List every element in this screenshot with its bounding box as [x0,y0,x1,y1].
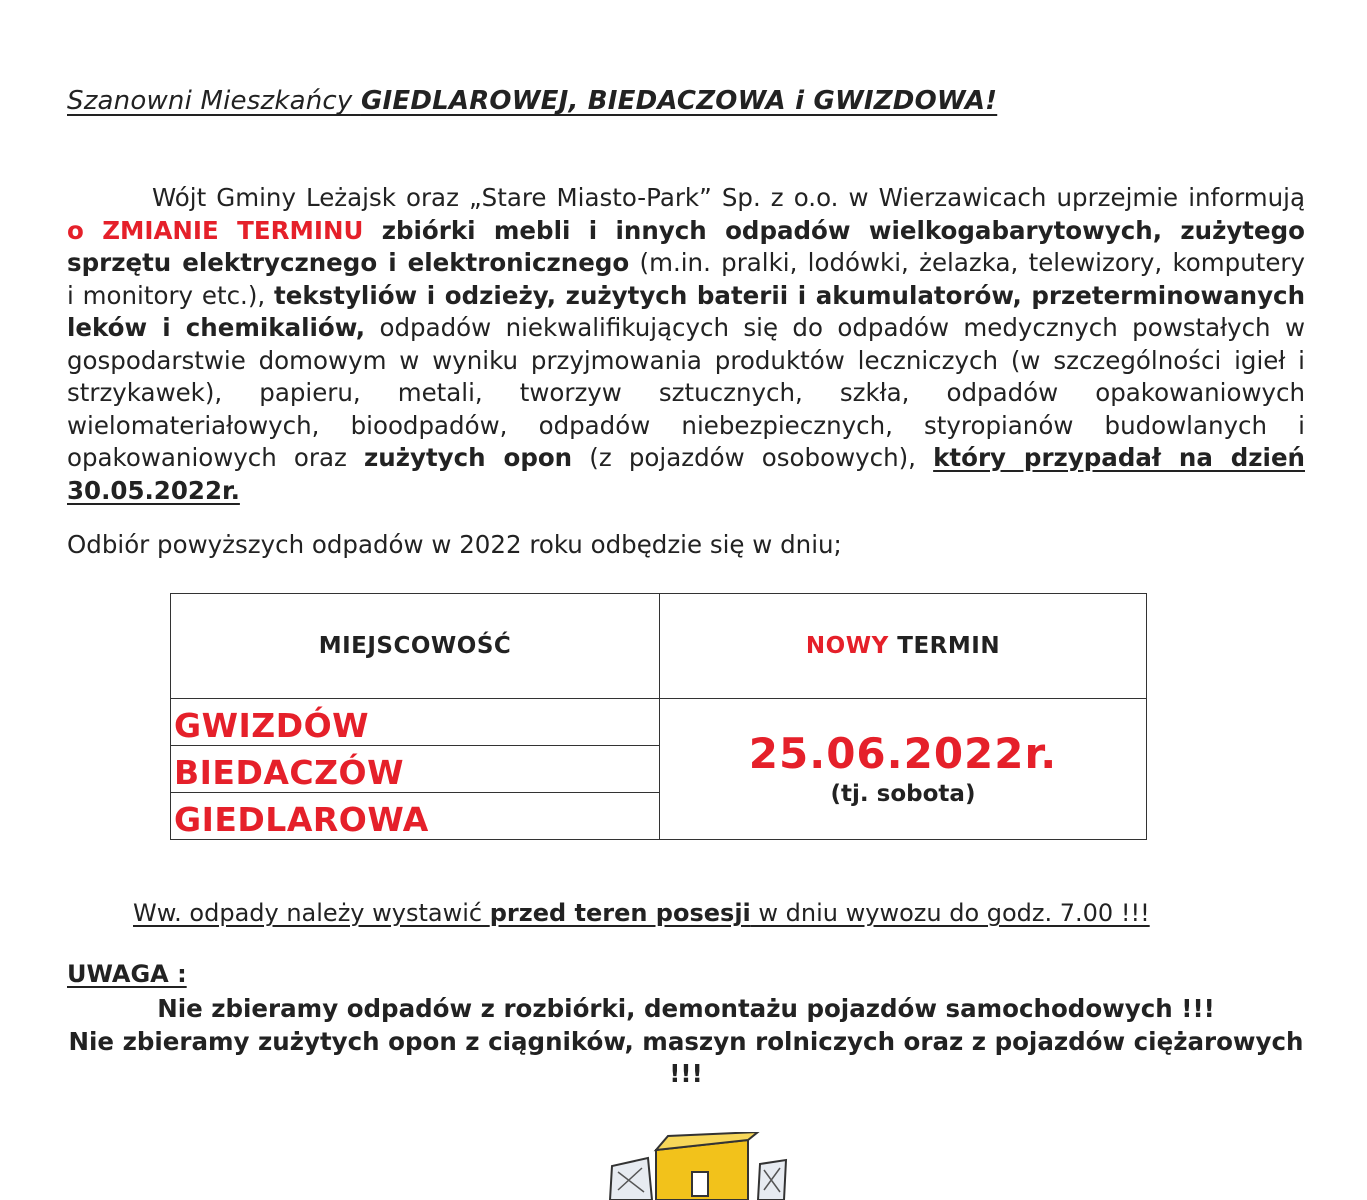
waste-illustration [608,1132,788,1200]
notice-t8: (z pojazdów osobowych), [572,443,934,472]
schedule-table [170,593,1147,840]
warning-title: UWAGA : [67,960,187,988]
greeting-prefix: Szanowni Mieszkańcy [67,86,361,116]
place-giedlarowa: GIEDLAROWA [171,793,660,840]
notice-t6: odpadów niekwalifikujących się do odpadów medycznych powstałych w gospodarstwie domowym w wyniku przyjmowania produktów leczniczych (w szczególności igieł i strzykawek), papieru, metali, tworzyw sztucznych, szkła, odpadów opakowaniowych wielomateriałowych, bioodpadów, odpadów niebezpiecznych, styropianów budowlanych i opakowaniowych oraz [67,313,1305,472]
warning-line-2: Nie zbieramy zużytych opon z ciągników, maszyn rolniczych oraz z pojazdów ciężarowych !!! [68,1026,1304,1088]
schedule-intro: Odbiór powyższych odpadów w 2022 roku odbędzie się w dniu; [67,530,842,559]
notice-paragraph [67,182,1305,507]
notice-t1: Wójt Gminy Leżajsk oraz „Stare Miasto-Park” Sp. z o.o. w Wierzawicach uprzejmie informują [152,183,1305,212]
table-row [171,699,1147,746]
header-new: NOWY [805,633,889,659]
deadline-post: w dniu wywozu do godz. 7.00 !!! [750,899,1150,927]
notice-change-term: o ZMIANIE TERMINU [67,215,364,245]
notice-old-date: który przypadał na dzień 30.05.2022r. [67,443,1305,505]
date-cell [660,699,1147,840]
deadline-bold: przed teren posesji [489,899,751,927]
table-header-row [171,594,1147,699]
greeting [67,86,997,116]
warning-body [67,993,1305,1091]
deadline-pre: Ww. odpady należy wystawić [133,899,490,927]
new-date-day: (tj. sobota) [830,781,976,807]
new-date: 25.06.2022r. [748,729,1058,778]
deadline-note [133,899,1150,927]
notice-t3: zbiórki mebli i innych odpadów wielkogabarytowych, zużytego sprzętu elektrycznego i elektronicznego [67,215,1305,277]
header-place: MIEJSCOWOŚĆ [171,594,660,699]
place-biedaczow: BIEDACZÓW [171,746,660,793]
notice-t7: zużytych opon [364,443,573,472]
greeting-places: GIEDLAROWEJ, BIEDACZOWA i GWIZDOWA! [360,86,998,116]
notice-t5: tekstyliów i odzieży, zużytych baterii i akumulatorów, przeterminowanych leków i chemikaliów, [67,280,1306,342]
warning-line-1: Nie zbieramy odpadów z rozbiórki, demontażu pojazdów samochodowych !!! [157,994,1215,1023]
notice-t4: (m.in. pralki, lodówki, żelazka, telewizory, komputery i monitory etc.), [67,248,1305,310]
header-term: TERMIN [888,633,1001,659]
place-gwizdow: GWIZDÓW [171,699,660,746]
header-new-term [660,594,1147,699]
